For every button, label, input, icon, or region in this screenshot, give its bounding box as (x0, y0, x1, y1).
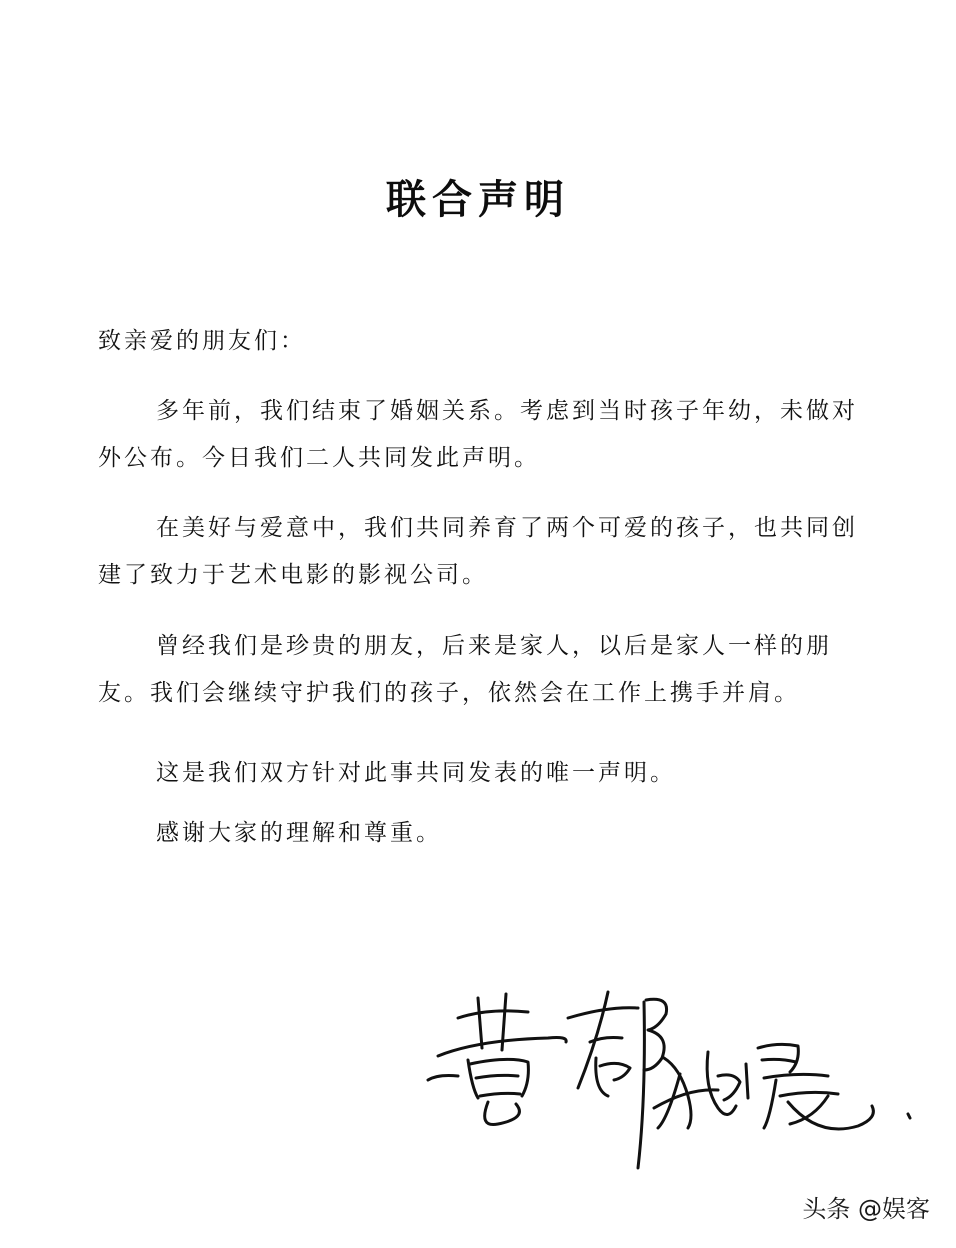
paragraph-4: 这是我们双方针对此事共同发表的唯一声明。 (156, 760, 676, 786)
paragraph-3: 曾经我们是珍贵的朋友，后来是家人，以后是家人一样的朋友。我们会继续守护我们的孩子，依然会在工作上携手并肩。 (98, 633, 832, 706)
salutation: 致亲爱的朋友们： (98, 328, 306, 354)
paragraph-2: 在美好与爱意中，我们共同养育了两个可爱的孩子，也共同创建了致力于艺术电影的影视公司。 (98, 515, 858, 588)
paragraph-5: 感谢大家的理解和尊重。 (156, 820, 442, 846)
paragraph-1: 多年前，我们结束了婚姻关系。考虑到当时孩子年幼，未做对外公布。今日我们二人共同发此声明。 (98, 398, 858, 471)
signature-cao (428, 994, 566, 1125)
signature-yu (568, 992, 667, 1168)
document-title: 联合声明 (386, 177, 570, 223)
signature-yao (654, 1052, 748, 1128)
handwritten-signature (418, 978, 918, 1178)
watermark: 头条 @娱客 (798, 1187, 934, 1226)
signature-chen (758, 1044, 910, 1129)
